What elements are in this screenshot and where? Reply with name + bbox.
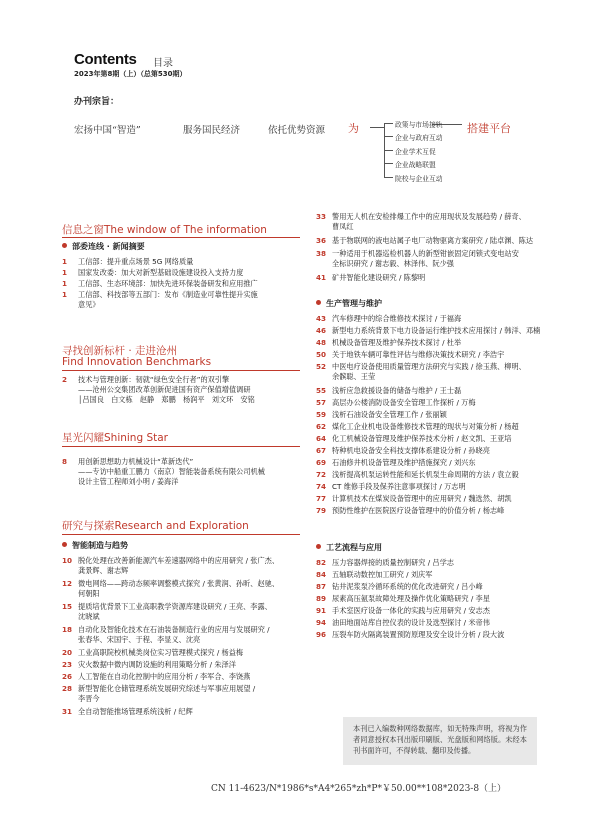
purpose-label: 办刊宗旨：: [74, 97, 120, 107]
bracket-connector: [370, 127, 384, 128]
section-title-star: 星光闪耀Shining Star: [62, 432, 168, 444]
toc-entry[interactable]: 26 人工智能在自动化控制中的应用分析 / 李军合、李饶燕: [62, 672, 251, 681]
toc-entry[interactable]: 1 国家发改委：加大对新型基础设施建设投入支持力度: [62, 268, 244, 277]
toc-entry[interactable]: 82 压力容器焊接的质量控制研究 / 吕学志: [316, 558, 454, 567]
bullet-dot: [316, 300, 321, 305]
toc-entry[interactable]: 28 新型智能化仓储管理系统发展研究综述与军事应用展望 / 李晋今: [62, 684, 256, 703]
contents-title: Contents: [74, 51, 137, 68]
issue-line: 2023年第8期（上）（总第530期）: [74, 70, 187, 78]
slogan-1: 宏扬中国“智造”: [74, 125, 141, 136]
copyright-notice: 本刊已入编数种网络数据库，如无特殊声明，将视为作者同意授权本刊出版印刷版、光盘版和网络版。未经本刊书面许可，不得转载、翻印及传播。: [343, 717, 537, 765]
sub-heading: 部委连线 · 新闻摘要: [62, 241, 145, 252]
toc-entry[interactable]: 41 矿井智能化建设研究 / 陈黎明: [316, 273, 426, 282]
section-rule: [62, 534, 300, 535]
toc-entry[interactable]: 31 全自动智能推场管理系统浅析 / 纪辉: [62, 707, 193, 716]
toc-entry[interactable]: 1 工信部、生态环境部：加快先进环保装备研发和应用推广: [62, 279, 258, 288]
toc-entry[interactable]: 79 预防性维护在医院医疗设备管理中的价值分析 / 杨志峰: [316, 506, 505, 515]
toc-entry[interactable]: 50 关于地铁车辆可靠性评估与维修决策技术研究 / 李浩宇: [316, 350, 505, 359]
toc-entry[interactable]: 2 技术与管理创新：韧就“绿色安全行者”的双引擎 ——沧州公交集团改革创新促进国有资产保值增值调研 │吕国良 白文栋 赵静 郑鹏 杨润平 刘文环 安铭: [62, 375, 255, 404]
toc-entry[interactable]: 38 一种适用于机器巡检机器人的新型钳嵌固定闭锁式变电站安 全标识研究 / 谢志毅、林泽伟、阮少强: [316, 249, 519, 268]
toc-entry[interactable]: 67 特种机电设备安全科技支撑体系建设分析 / 孙晓亮: [316, 446, 490, 455]
toc-entry[interactable]: 89 尿素高压氨泵故障处理及操作优化策略研究 / 李星: [316, 594, 490, 603]
sub-heading: 智能制造与趋势: [62, 540, 128, 551]
bullet-dot: [62, 542, 67, 547]
slogan-2: 服务国民经济: [183, 125, 241, 136]
toc-entry[interactable]: 87 钻井泥浆泵冷循环系统的优化改进研究 / 吕小峰: [316, 582, 483, 591]
publication-code: CN 11-4623/N*1986*s*A4*265*zh*P*￥50.00**108*2023-8（上）: [211, 784, 507, 794]
goal-item: 企业学术互促: [395, 148, 436, 156]
toc-entry[interactable]: 72 浅析提高机泵运转性能和延长机泵生命周期的方法 / 袁立毅: [316, 470, 519, 479]
toc-entry[interactable]: 57 高层办公楼消防设备安全管理工作探析 / 万梅: [316, 398, 476, 407]
toc-entry[interactable]: 77 计算机技术在煤炭设备管理中的应用研究 / 魏选然、胡凯: [316, 494, 512, 503]
bullet-dot: [62, 243, 67, 248]
toc-entry[interactable]: 64 化工机械设备管理及维护保养技术分析 / 赵文凯、王亚培: [316, 434, 512, 443]
goal-item: 企业与政府互动: [395, 134, 443, 142]
section-rule: [62, 446, 300, 447]
toc-entry[interactable]: 59 浅析石油设备安全管理工作 / 张丽颖: [316, 410, 447, 419]
toc-entry[interactable]: 1 工信部、科技部等五部门：发布《制造业可靠性提升实施 意见》: [62, 290, 258, 309]
section-title-research: 研究与探索Research and Exploration: [62, 520, 249, 532]
toc-entry[interactable]: 43 汽车修理中的综合维修技术探讨 / 于福海: [316, 314, 462, 323]
toc-entry[interactable]: 96 压裂车防火隔离装置预防原理及安全设计分析 / 段大波: [316, 630, 505, 639]
toc-entry[interactable]: 91 手术室医疗设备一体化的实践与应用研究 / 安志杰: [316, 606, 490, 615]
toc-entry[interactable]: 94 油田地面站库自控仪表的设计及选型探讨 / 米帝伟: [316, 618, 490, 627]
toc-entry[interactable]: 62 煤化工企业机电设备维修技术管理的现状与对策分析 / 杨超: [316, 422, 519, 431]
section-title-benchmark: 寻找创新标杆 · 走进沧州: [62, 345, 178, 357]
section-rule: [62, 237, 300, 238]
toc-entry[interactable]: 33 警用无人机在安检排爆工作中的应用现状及发展趋势 / 薛奇、 曹凤红: [316, 212, 526, 231]
slogan-wei: 为: [348, 122, 359, 135]
section-rule: [62, 370, 300, 371]
toc-entry[interactable]: 46 新型电力系统背景下电力设备运行维护技术应用探讨 / 韩洋、邓楠: [316, 326, 541, 335]
toc-entry[interactable]: 15 提质培优背景下工业高职教学资源库建设研究 / 王亮、李露、 沈晓斌: [62, 602, 272, 621]
toc-entry[interactable]: 48 机械设备管理及维护保养技术探讨 / 杜举: [316, 338, 462, 347]
slogan-3: 依托优势资源: [268, 125, 326, 136]
bullet-dot: [316, 544, 321, 549]
goal-item: 政策与市场接轨: [395, 121, 443, 129]
section-title-window: 信息之窗The window of The information: [62, 224, 267, 236]
toc-entry[interactable]: 1 工信部：提升重点场景 5G 网络质量: [62, 257, 194, 266]
toc-entry[interactable]: 55 浅析应急救援设备的储备与维护 / 王士磊: [316, 386, 462, 395]
toc-entry[interactable]: 84 五轴联动数控加工研究 / 刘庆军: [316, 570, 433, 579]
contents-title-cn: 目录: [153, 58, 173, 69]
toc-entry[interactable]: 12 微电网络——跨动态频率调整模式探究 / 张黄润、孙昕、赵驰、 何朝阳: [62, 579, 280, 598]
slogan-end: 搭建平台: [467, 122, 511, 135]
toc-entry[interactable]: 74 CT 维修手段及保养注意事项探讨 / 万志明: [316, 482, 466, 491]
toc-entry[interactable]: 8 用创新思想助力机械设计“革新迭代” ——专访中船重工鹏力（南京）智能装备系统有限公司机械 设计主管工程师刘小明 / 姜海洋: [62, 457, 265, 486]
sub-heading: 生产管理与维护: [316, 298, 382, 309]
goal-item: 院校与企业互动: [395, 175, 443, 183]
toc-entry[interactable]: 18 自动化及智能化技术在石油装备制造行业的应用与发展研究 / 张春华、宋国宇、于程、李显义、沈亮: [62, 625, 270, 644]
toc-entry[interactable]: 23 灾火数据中微内调防设施的利用策略分析 / 朱泽洋: [62, 660, 236, 669]
sub-heading: 工艺流程与应用: [316, 542, 382, 553]
toc-entry[interactable]: 69 石油修井机设备管理及维护措施探究 / 刘兴东: [316, 458, 476, 467]
toc-entry[interactable]: 36 基于物联网的液电站属子电厂动物驱离方案研究 / 陆卓渊、陈达: [316, 236, 534, 245]
toc-entry[interactable]: 20 工业高职院校机械类岗位实习管理模式探究 / 杨益梅: [62, 648, 244, 657]
toc-entry[interactable]: 10 脱化处理在改善新能源汽车差速器网络中的应用研究 / 张广杰、 龚景辉、谢志辉: [62, 556, 280, 575]
goal-item: 企业战略联盟: [395, 161, 436, 169]
section-title-benchmark-en: Find Innovation Benchmarks: [62, 356, 212, 368]
toc-entry[interactable]: 52 中医电疗设备使用质量管理方法研究与实践 / 徐玉燕、柳明、 余髌聪、王莹: [316, 362, 526, 381]
goal-bracket: [384, 123, 393, 178]
